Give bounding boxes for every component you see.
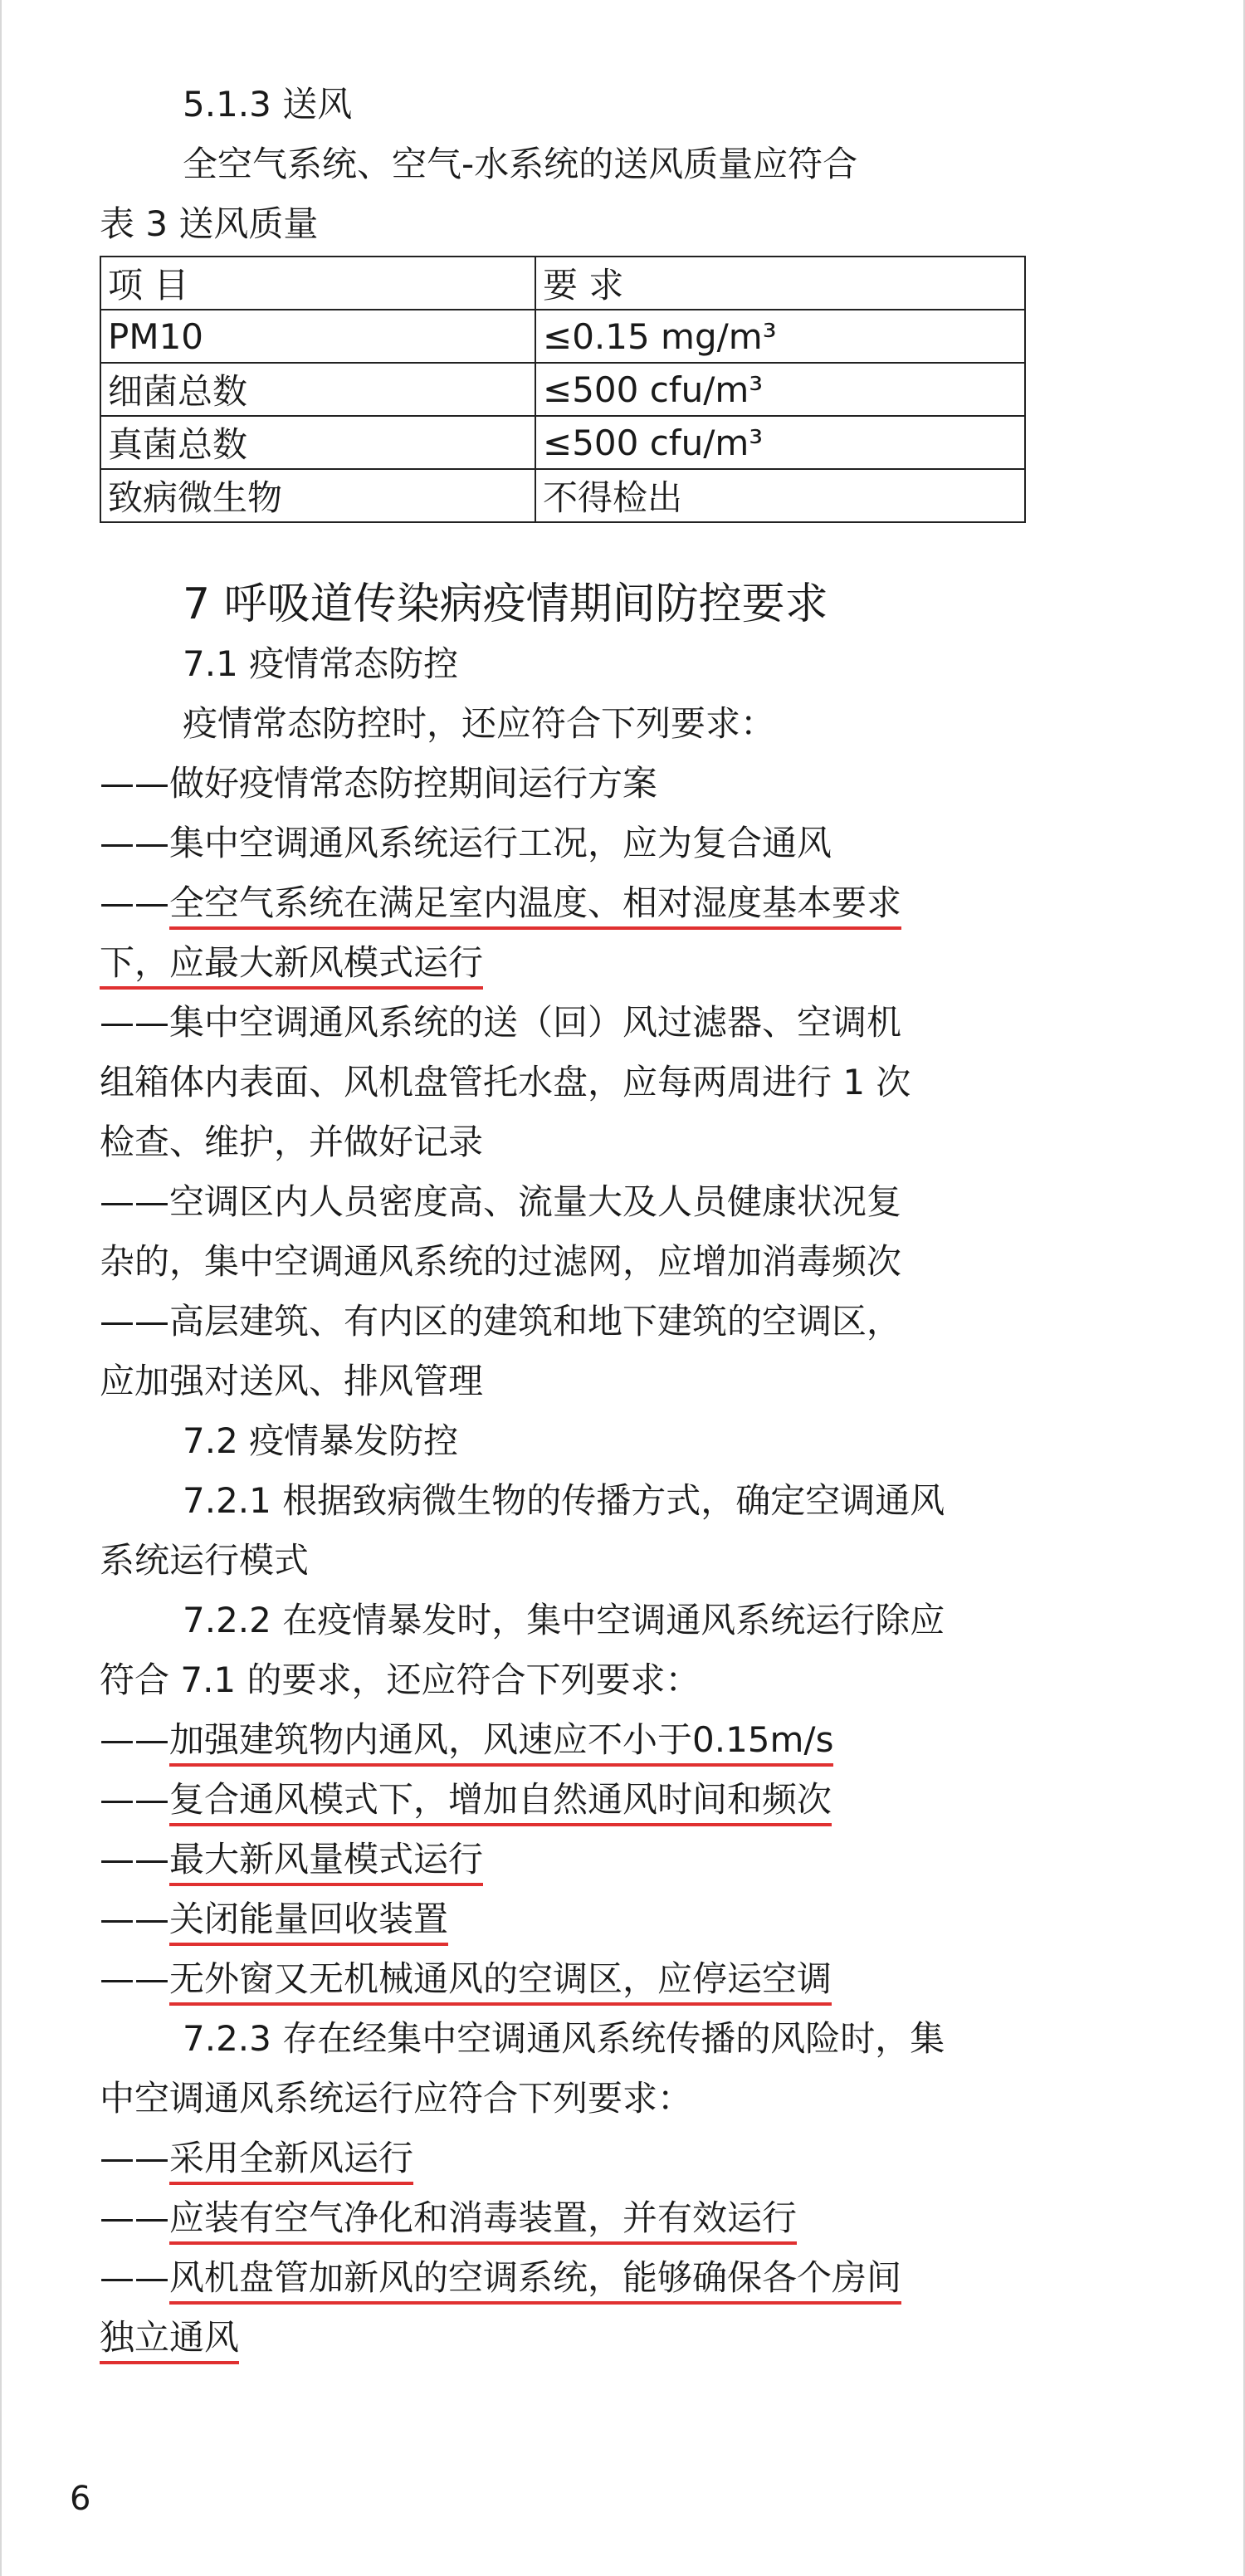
table-cell-item: 致病微生物 (100, 469, 535, 522)
table-title: 表 3 送风质量 (100, 203, 319, 244)
list-item-continuation (100, 2314, 239, 2361)
list-item: ——空调区内人员密度高、流量大及人员健康状况复 (100, 1181, 902, 1222)
table-cell-requirement: ≤500 cfu/m³ (535, 363, 1025, 416)
highlighted-text: 下，应最大新风模式运行 (100, 942, 483, 990)
table-cell-item: PM10 (100, 310, 535, 363)
paragraph-7-2-1: 7.2.1 根据致病微生物的传播方式，确定空调通风 (183, 1480, 945, 1521)
list-item (100, 880, 901, 926)
list-item (100, 1956, 832, 2002)
table-cell-requirement: ≤500 cfu/m³ (535, 416, 1025, 469)
highlighted-text: 独立通风 (100, 2317, 239, 2364)
table-row (100, 310, 1025, 363)
list-item-continuation: 杂的，集中空调通风系统的过滤网，应增加消毒频次 (100, 1241, 902, 1282)
highlighted-text: 风机盘管加新风的空调系统，能够确保各个房间 (169, 2257, 901, 2305)
list-item (100, 2135, 413, 2182)
table-cell-requirement: 不得检出 (535, 469, 1025, 522)
table-cell-item: 细菌总数 (100, 363, 535, 416)
highlighted-text: 最大新风量模式运行 (169, 1839, 483, 1886)
highlighted-text: 全空气系统在满足室内温度、相对湿度基本要求 (169, 882, 901, 930)
highlighted-text: 关闭能量回收装置 (169, 1899, 448, 1946)
list-item-continuation: 组箱体内表面、风机盘管托水盘，应每两周进行 1 次 (100, 1062, 911, 1102)
section-7-1-intro: 疫情常态防控时，还应符合下列要求： (183, 703, 776, 744)
list-item: ——做好疫情常态防控期间运行方案 (100, 763, 658, 804)
dash-marker: —— (100, 1779, 169, 1820)
list-item-continuation: 应加强对送风、排风管理 (100, 1361, 484, 1401)
page-number: 6 (70, 2480, 91, 2518)
highlighted-text: 复合通风模式下，增加自然通风时间和频次 (169, 1779, 832, 1826)
dash-marker: —— (100, 1899, 169, 1939)
dash-marker: —— (100, 882, 169, 923)
table-row (100, 363, 1025, 416)
highlighted-text: 应装有空气净化和消毒装置，并有效运行 (169, 2197, 797, 2245)
section-5-1-3-heading: 5.1.3 送风 (183, 84, 353, 125)
list-item: ——集中空调通风系统的送（回）风过滤器、空调机 (100, 1002, 902, 1043)
dash-marker: —— (100, 2138, 169, 2178)
list-item (100, 1836, 483, 1883)
list-item: ——集中空调通风系统运行工况，应为复合通风 (100, 823, 832, 863)
list-item: ——高层建筑、有内区的建筑和地下建筑的空调区， (100, 1301, 902, 1342)
list-item (100, 1777, 832, 1823)
list-item (100, 2255, 901, 2301)
dash-marker: —— (100, 2257, 169, 2298)
table-row (100, 469, 1025, 522)
section-7-1-heading: 7.1 疫情常态防控 (183, 643, 459, 684)
supply-air-quality-table (100, 256, 1026, 523)
paragraph-continuation: 系统运行模式 (100, 1540, 310, 1581)
dash-marker: —— (100, 1719, 169, 1760)
list-item-continuation (100, 940, 483, 986)
highlighted-text: 采用全新风运行 (169, 2138, 413, 2185)
list-item-continuation: 检查、维护，并做好记录 (100, 1122, 484, 1162)
table-cell-item: 真菌总数 (100, 416, 535, 469)
table-header-requirement: 要 求 (535, 257, 1025, 310)
list-item (100, 1717, 833, 1763)
dash-marker: —— (100, 1958, 169, 1999)
table-row (100, 416, 1025, 469)
list-item (100, 1896, 448, 1943)
paragraph-continuation: 中空调通风系统运行应符合下列要求： (100, 2078, 693, 2119)
table-header-item: 项 目 (100, 257, 535, 310)
chapter-7-heading: 7 呼吸道传染病疫情期间防控要求 (183, 579, 828, 629)
section-7-2-heading: 7.2 疫情暴发防控 (183, 1420, 459, 1461)
dash-marker: —— (100, 1839, 169, 1879)
section-5-1-3-intro: 全空气系统、空气-水系统的送风质量应符合 (183, 144, 858, 184)
table-header-row (100, 257, 1025, 310)
list-item (100, 2195, 797, 2241)
paragraph-7-2-2: 7.2.2 在疫情暴发时，集中空调通风系统运行除应 (183, 1600, 945, 1640)
highlighted-text: 加强建筑物内通风，风速应不小于0.15m/s (169, 1719, 833, 1767)
paragraph-7-2-3: 7.2.3 存在经集中空调通风系统传播的风险时，集 (183, 2018, 945, 2059)
highlighted-text: 无外窗又无机械通风的空调区，应停运空调 (169, 1958, 832, 2006)
dash-marker: —— (100, 2197, 169, 2238)
paragraph-continuation: 符合 7.1 的要求，还应符合下列要求： (100, 1659, 701, 1700)
table-cell-requirement: ≤0.15 mg/m³ (535, 310, 1025, 363)
